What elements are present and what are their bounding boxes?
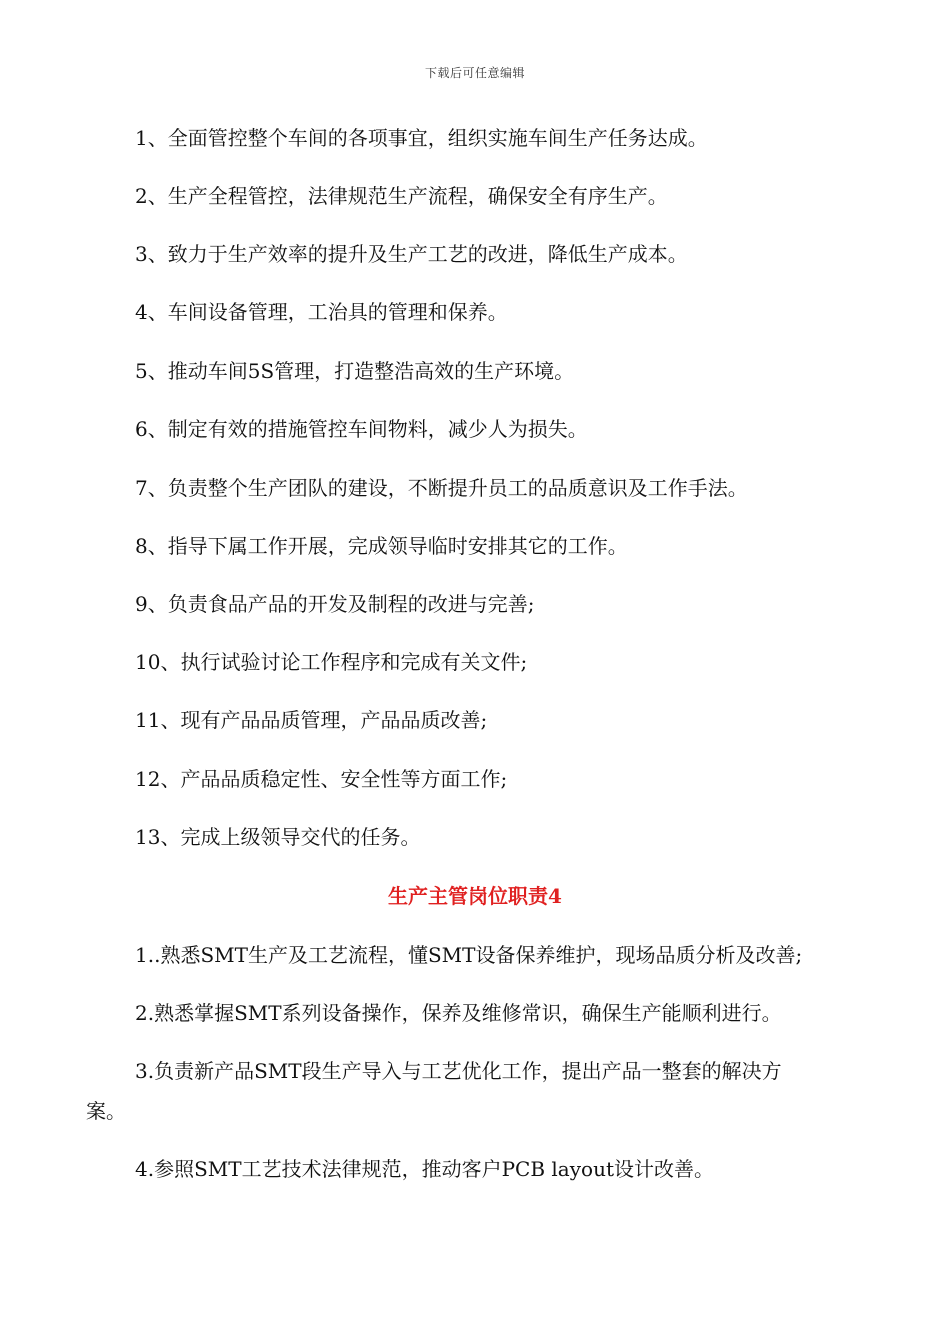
duty-item-12: 12、产品品质稳定性、安全性等方面工作;	[135, 767, 508, 791]
duty-item-10: 10、执行试验讨论工作程序和完成有关文件;	[135, 650, 528, 674]
duty-item-6: 6、制定有效的措施管控车间物料，减少人为损失。	[135, 417, 588, 441]
duty-item-4: 4、车间设备管理，工治具的管理和保养。	[135, 300, 508, 324]
requirement-item-4: 4.参照SMT工艺技术法律规范，推动客户PCB layout设计改善。	[135, 1157, 714, 1181]
duty-item-11: 11、现有产品品质管理，产品品质改善;	[135, 708, 488, 732]
duty-item-2: 2、生产全程管控，法律规范生产流程，确保安全有序生产。	[135, 184, 668, 208]
duty-item-13: 13、完成上级领导交代的任务。	[135, 825, 421, 849]
duty-item-5: 5、推动车间5S管理，打造整浩高效的生产环境。	[135, 359, 575, 383]
page-header-note: 下载后可任意编辑	[424, 66, 525, 80]
requirement-item-3: 3.负责新产品SMT段生产导入与工艺优化工作，提出产品一整套的解决方	[135, 1059, 782, 1083]
duty-item-7: 7、负责整个生产团队的建设，不断提升员工的品质意识及工作手法。	[135, 476, 748, 500]
duty-item-8: 8、指导下属工作开展，完成领导临时安排其它的工作。	[135, 534, 628, 558]
duty-item-3: 3、致力于生产效率的提升及生产工艺的改进，降低生产成本。	[135, 242, 688, 266]
requirement-item-1: 1..熟悉SMT生产及工艺流程，懂SMT设备保养维护，现场品质分析及改善;	[135, 943, 803, 967]
requirement-item-2: 2.熟悉掌握SMT系列设备操作，保养及维修常识，确保生产能顺利进行。	[135, 1001, 782, 1025]
section-title: 生产主管岗位职责4	[388, 884, 562, 908]
duty-item-9: 9、负责食品产品的开发及制程的改进与完善;	[135, 592, 535, 616]
duty-item-1: 1、全面管控整个车间的各项事宜，组织实施车间生产任务达成。	[135, 126, 708, 150]
requirement-item-3-continuation: 案。	[86, 1099, 126, 1123]
